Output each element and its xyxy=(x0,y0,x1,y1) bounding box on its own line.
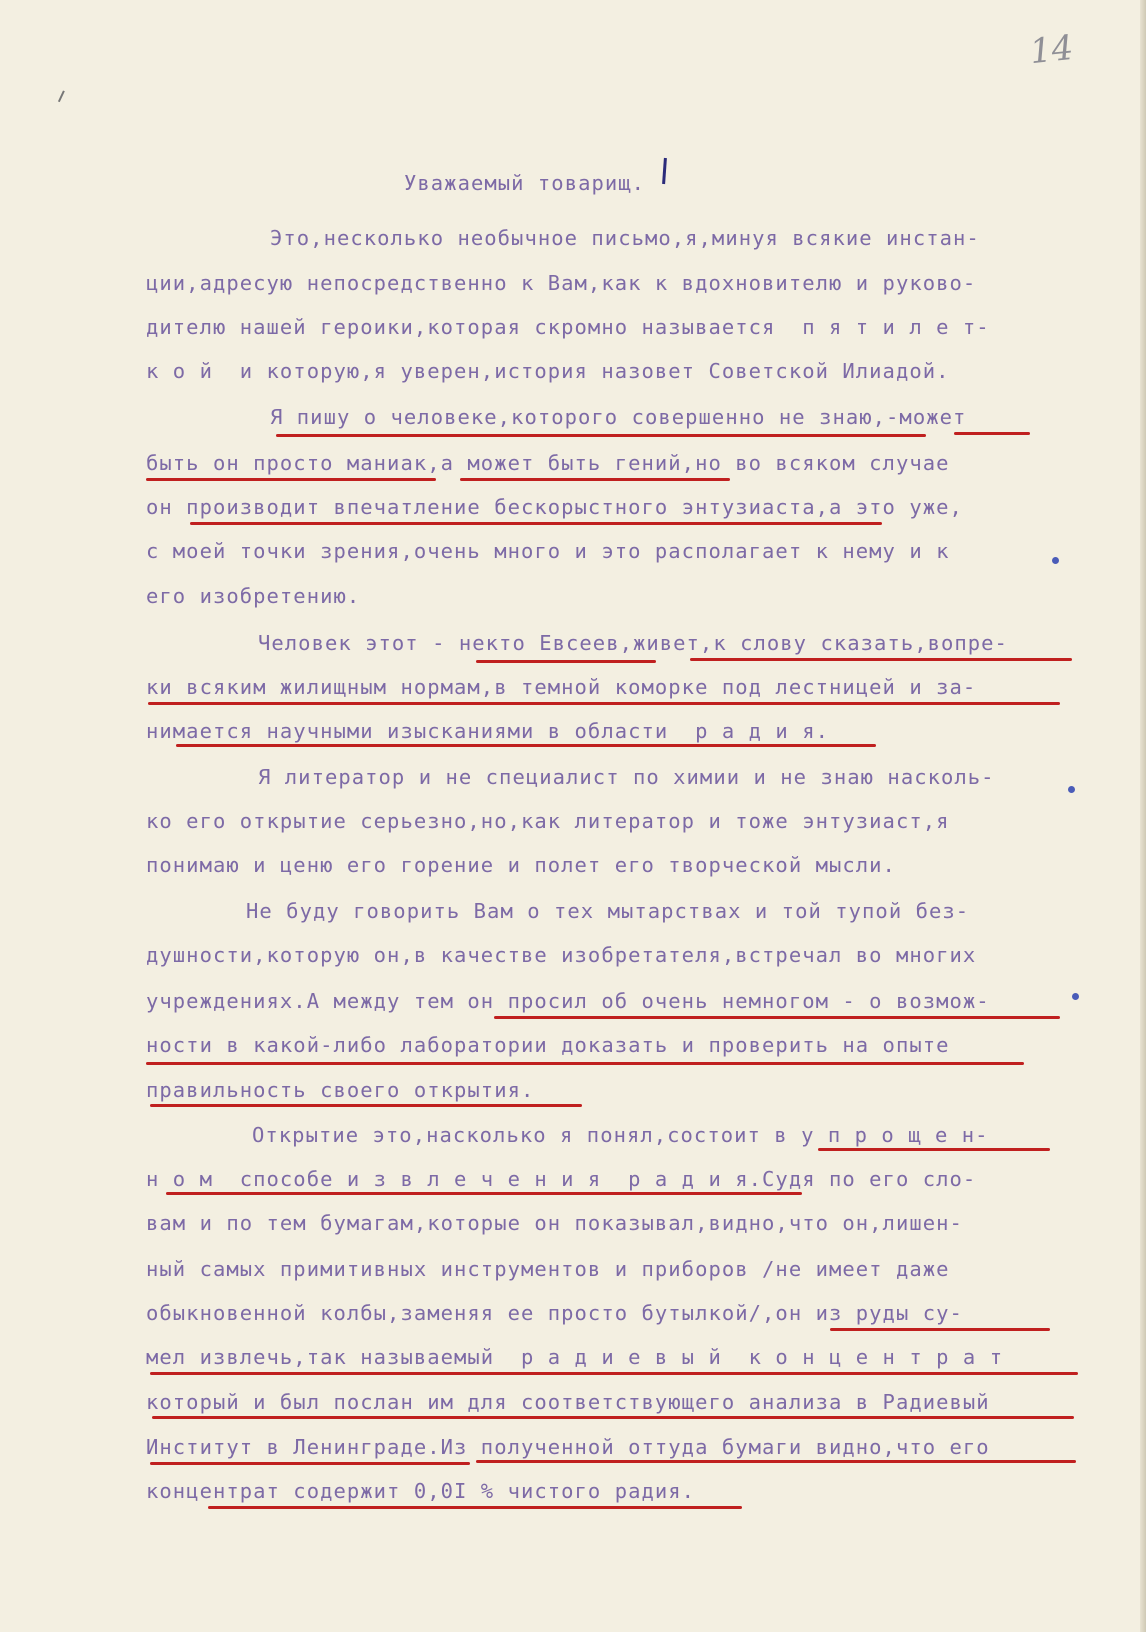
red-underline xyxy=(476,1460,1076,1463)
red-underline xyxy=(954,432,1030,435)
text-line: правильность своего открытия. xyxy=(146,1078,535,1102)
red-underline xyxy=(152,1416,1074,1419)
text-line: с моей точки зрения,очень много и это располагает к нему и к xyxy=(146,539,950,563)
text-line: Открытие это,насколько я понял,состоит в у п р о щ е н- xyxy=(252,1123,989,1147)
text-line: Институт в Ленинграде.Из полученной оттуда бумаги видно,что его xyxy=(146,1435,990,1459)
text-line: он производит впечатление бескорыстного энтузиаста,а это уже, xyxy=(146,495,963,519)
text-line: ко его открытие серьезно,но,как литератор и тоже энтузиаст,я xyxy=(146,809,950,833)
red-underline xyxy=(276,434,926,437)
text-line: который и был послан им для соответствующего анализа в Радиевый xyxy=(146,1390,990,1414)
red-underline xyxy=(150,1462,470,1465)
red-underline xyxy=(146,478,436,481)
text-line: дителю нашей героики,которая скромно называется п я т и л е т- xyxy=(146,315,990,339)
pencil-tick-mark xyxy=(58,90,72,105)
text-line: Не буду говорить Вам о тех мытарствах и той тупой без- xyxy=(246,899,970,923)
red-underline xyxy=(176,744,876,747)
text-line: вам и по тем бумагам,которые он показывал,видно,что он,лишен- xyxy=(146,1211,963,1235)
text-line: учреждениях.А между тем он просил об очень немногом - о возмож- xyxy=(146,989,990,1013)
handwritten-exclamation-mark xyxy=(662,158,667,184)
red-underline xyxy=(476,660,656,663)
red-underline xyxy=(146,1062,1024,1065)
text-line: быть он просто маниак,а может быть гений,но во всяком случае xyxy=(146,451,950,475)
text-line: ный самых примитивных инструментов и приборов /не имеет даже xyxy=(146,1257,950,1281)
text-line: ки всяким жилищным нормам,в темной коморке под лестницей и за- xyxy=(146,675,977,699)
paper-edge xyxy=(1140,0,1146,1632)
red-underline xyxy=(166,1192,802,1195)
text-line: н о м способе и з в л е ч е н и я р а д и я.Судя по его сло- xyxy=(146,1167,977,1191)
text-line: концентрат содержит 0,0I % чистого радия. xyxy=(146,1479,696,1503)
red-underline xyxy=(190,522,882,525)
text-line: Я пишу о человеке,которого совершенно не знаю,-может xyxy=(270,405,967,429)
text-line: ности в какой-либо лаборатории доказать и проверить на опыте xyxy=(146,1033,950,1057)
ink-dot-marker xyxy=(1068,786,1075,793)
red-underline xyxy=(150,1372,1078,1375)
ink-dot-marker xyxy=(1052,557,1059,564)
text-line: его изобретению. xyxy=(146,584,361,608)
text-line: Я литератор и не специалист по химии и не знаю насколь- xyxy=(258,765,995,789)
text-line: обыкновенной колбы,заменяя ее просто бутылкой/,он из руды су- xyxy=(146,1301,963,1325)
text-line: Человек этот - некто Евсеев,живет,к слову сказать,вопре- xyxy=(258,631,1008,655)
text-line: нимается научными изысканиями в области р а д и я. xyxy=(146,719,829,743)
red-underline xyxy=(208,1506,742,1509)
text-line: Это,несколько необычное письмо,я,минуя всякие инстан- xyxy=(270,226,980,250)
red-underline xyxy=(148,702,1060,705)
red-underline xyxy=(150,1104,582,1107)
red-underline xyxy=(818,1148,1050,1151)
text-line: душности,которую он,в качестве изобретателя,встречал во многих xyxy=(146,943,977,967)
text-line: мел извлечь,так называемый р а д и е в ы й к о н ц е н т р а т xyxy=(146,1345,1004,1369)
page-number: 14 xyxy=(1028,27,1076,73)
red-underline xyxy=(690,658,1072,661)
red-underline xyxy=(494,1016,1060,1019)
red-underline xyxy=(830,1328,1050,1331)
text-line: к о й и которую,я уверен,история назовет Советской Илиадой. xyxy=(146,359,950,383)
ink-dot-marker xyxy=(1072,993,1079,1000)
salutation: Уважаемый товарищ. xyxy=(404,171,646,195)
text-line: ции,адресую непосредственно к Вам,как к вдохновителю и руково- xyxy=(146,271,977,295)
red-underline xyxy=(460,478,730,481)
text-line: понимаю и ценю его горение и полет его творческой мысли. xyxy=(146,853,896,877)
